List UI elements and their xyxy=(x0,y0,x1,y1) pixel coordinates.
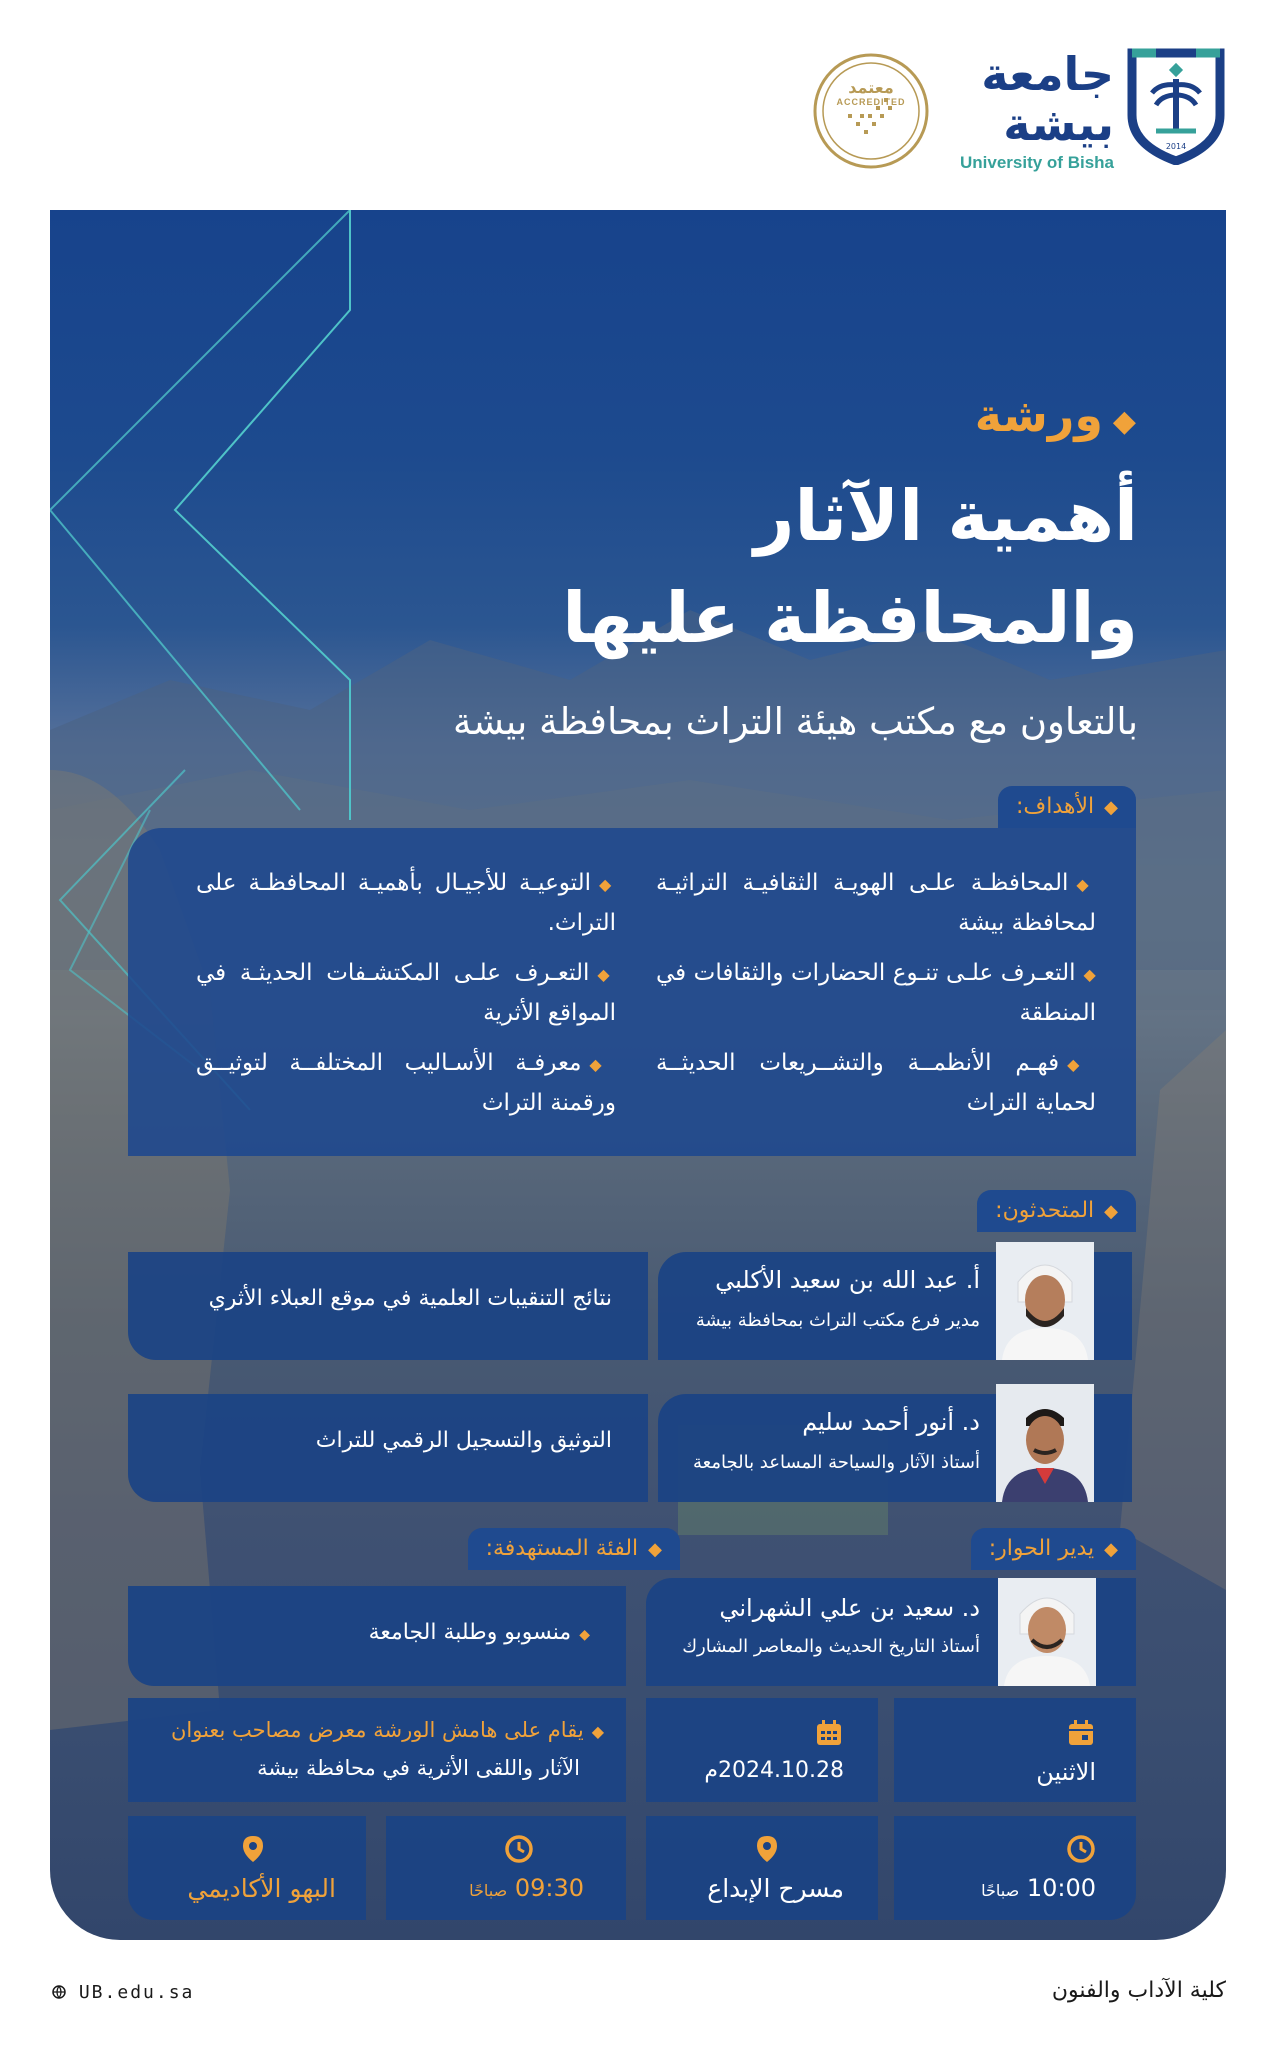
moderator-photo xyxy=(998,1578,1096,1686)
accreditation-label-english: ACCREDITED xyxy=(836,97,906,107)
location-pin-icon xyxy=(238,1834,268,1864)
accreditation-label-arabic: معتمد xyxy=(848,78,894,97)
diamond-icon: ◆ xyxy=(1104,797,1118,818)
bullet-diamond-icon: ◆ xyxy=(597,965,616,984)
university-name-english: University of Bisha xyxy=(960,153,1114,172)
speaker-topic-box xyxy=(128,1252,648,1360)
calendar-icon xyxy=(814,1718,844,1748)
day-box xyxy=(894,1698,1136,1802)
exhibition-line-1-text: يقام على هامش الورشة معرض مصاحب بعنوان xyxy=(170,1718,584,1742)
clock-icon xyxy=(504,1834,534,1864)
workshop-time-value: 10:00 xyxy=(1026,1874,1096,1902)
bullet-diamond-icon: ◆ xyxy=(1067,1055,1096,1074)
exhibition-time xyxy=(469,1874,584,1902)
goal-text: معرفـة الأسـاليب المختلفــة لتوثيــق ورقمنة التراث xyxy=(196,1050,616,1116)
exhibition-time-box xyxy=(386,1816,626,1920)
clock-icon xyxy=(1066,1834,1096,1864)
workshop-venue-box xyxy=(646,1816,878,1920)
event-kicker xyxy=(975,388,1136,442)
workshop-time-box xyxy=(894,1816,1136,1920)
event-card xyxy=(50,210,1226,1940)
website-text: UB.edu.sa xyxy=(78,1982,195,2003)
goal-item xyxy=(656,1044,1096,1123)
speaker-row xyxy=(128,1252,1132,1360)
goals-box xyxy=(128,828,1136,1156)
speaker-role: مدير فرع مكتب التراث بمحافظة بيشة xyxy=(695,1310,980,1331)
person-icon xyxy=(996,1384,1094,1502)
date-box xyxy=(646,1698,878,1802)
speaker-info-box xyxy=(658,1394,1132,1502)
globe-icon xyxy=(52,1985,66,1999)
speaker-row xyxy=(128,1394,1132,1502)
audience-value: منسوبو وطلبة الجامعة xyxy=(368,1620,572,1645)
goal-text: فهـم الأنظمــة والتشــريعات الحديثــة لحماية التراث xyxy=(656,1050,1096,1116)
location-pin-icon xyxy=(752,1834,782,1864)
event-kicker-text: ورشة xyxy=(974,388,1103,442)
exhibition-line-1 xyxy=(171,1718,604,1742)
speakers-label xyxy=(977,1190,1136,1232)
goal-text: التعـرف علـى المكتشـفات الحديثـة في المواقع الأثرية xyxy=(196,960,616,1026)
goals-label xyxy=(998,786,1136,828)
goal-item xyxy=(196,954,616,1033)
exhibition-time-value: 09:30 xyxy=(514,1874,584,1902)
moderator-role: أستاذ التاريخ الحديث والمعاصر المشارك xyxy=(682,1636,980,1657)
shield-year: 2014 xyxy=(1165,142,1187,151)
moderator-label-text: يدير الحوار: xyxy=(988,1536,1095,1561)
goal-text: التعـرف علـى تنـوع الحضارات والثقافات في المنطقة xyxy=(656,960,1096,1026)
moderator-label xyxy=(971,1528,1136,1570)
goal-item xyxy=(656,954,1096,1033)
speaker-photo xyxy=(996,1242,1094,1360)
speaker-topic-box xyxy=(128,1394,648,1502)
speaker-info-box xyxy=(658,1252,1132,1360)
diamond-icon: ◆ xyxy=(648,1539,662,1560)
diamond-icon: ◆ xyxy=(1104,1201,1118,1222)
header xyxy=(0,0,1276,210)
event-title: أهمية الآثار والمحافظة عليها xyxy=(562,475,1138,659)
bullet-diamond-icon: ◆ xyxy=(579,1627,590,1643)
event-day: الاثنين xyxy=(1036,1758,1096,1786)
moderator-name: د. سعيد بن علي الشهراني xyxy=(719,1594,980,1622)
audience-text xyxy=(369,1620,590,1645)
speaker-name: د. أنور أحمد سليم xyxy=(802,1408,980,1436)
goal-text: التوعيـة للأجيـال بأهميـة المحافظـة على التراث. xyxy=(196,870,616,936)
goal-item xyxy=(196,1044,616,1123)
moderator-box xyxy=(646,1578,1136,1686)
workshop-time xyxy=(981,1874,1096,1902)
diamond-icon: ◆ xyxy=(591,1722,604,1741)
diamond-icon: ◆ xyxy=(1112,404,1136,439)
speaker-topic: التوثيق والتسجيل الرقمي للتراث xyxy=(315,1428,612,1453)
calendar-check-icon xyxy=(1066,1718,1096,1748)
person-icon xyxy=(996,1242,1094,1360)
goal-item xyxy=(196,864,616,943)
university-name-arabic: جامعة بيشة xyxy=(981,47,1114,151)
bullet-diamond-icon: ◆ xyxy=(1083,965,1096,984)
workshop-time-suffix: صباحًا xyxy=(981,1881,1020,1900)
speaker-name: أ. عبد الله بن سعيد الأكلبي xyxy=(715,1266,980,1294)
website-link[interactable] xyxy=(52,1982,194,2003)
bullet-diamond-icon: ◆ xyxy=(1076,875,1097,894)
speaker-photo xyxy=(996,1384,1094,1502)
university-shield-icon xyxy=(1126,45,1226,165)
person-icon xyxy=(998,1578,1096,1686)
goals-label-text: الأهداف: xyxy=(1016,794,1095,819)
diamond-icon: ◆ xyxy=(1104,1539,1118,1560)
exhibition-venue: البهو الأكاديمي xyxy=(187,1874,336,1903)
audience-label xyxy=(468,1528,680,1570)
college-name: كلية الآداب والفنون xyxy=(1051,1978,1226,2003)
exhibition-time-suffix: صباحًا xyxy=(469,1881,508,1900)
speaker-topic: نتائج التنقيبات العلمية في موقع العبلاء الأثري xyxy=(208,1286,612,1311)
speaker-role: أستاذ الآثار والسياحة المساعد بالجامعة xyxy=(693,1452,980,1473)
audience-box xyxy=(128,1586,626,1686)
event-subtitle: بالتعاون مع مكتب هيئة التراث بمحافظة بيشة xyxy=(453,700,1138,743)
exhibition-info-box xyxy=(128,1698,626,1802)
speakers-label-text: المتحدثون: xyxy=(995,1198,1095,1223)
goal-text: المحافظـة علـى الهويـة الثقافيـة التراثيـة لمحافظة بيشة xyxy=(656,870,1096,936)
workshop-venue: مسرح الإبداع xyxy=(707,1874,844,1903)
bullet-diamond-icon: ◆ xyxy=(589,1055,616,1074)
exhibition-line-2: الآثار واللقى الأثرية في محافظة بيشة xyxy=(257,1756,580,1780)
audience-label-text: الفئة المستهدفة: xyxy=(485,1536,639,1561)
event-date: 2024.10.28م xyxy=(704,1758,844,1783)
university-logo xyxy=(891,45,1226,180)
bullet-diamond-icon: ◆ xyxy=(599,875,616,894)
accreditation-label xyxy=(812,78,930,107)
accreditation-seal-icon xyxy=(812,52,930,170)
exhibition-venue-box xyxy=(128,1816,366,1920)
goal-item xyxy=(656,864,1096,943)
